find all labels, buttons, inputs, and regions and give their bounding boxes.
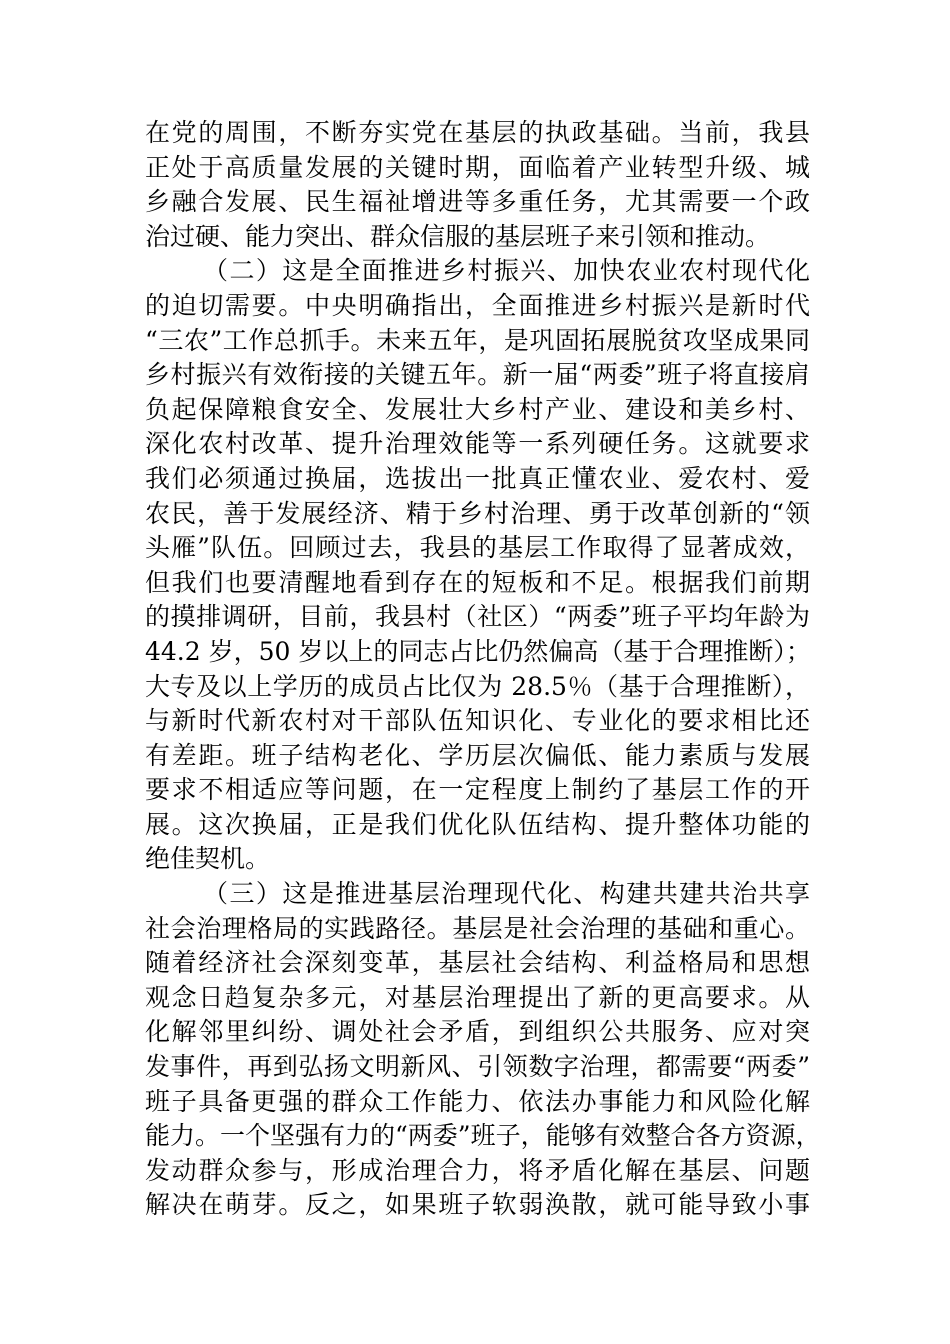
text-line: 我们必须通过换届，选拔出一批真正懂农业、爱农村、爱 <box>145 463 810 493</box>
paragraph-3 <box>145 877 821 1223</box>
text-line: “三农”工作总抓手。未来五年，是巩固拓展脱贫攻坚成果同 <box>145 325 810 355</box>
paragraph-2 <box>145 254 810 877</box>
text-line: 44.2 岁，50 岁以上的同志占比仍然偏高（基于合理推断）； <box>145 636 811 666</box>
paragraph-1 <box>145 116 810 254</box>
body-text <box>145 116 821 1223</box>
text-line: （二）这是全面推进乡村振兴、加快农业农村现代化 <box>203 256 810 286</box>
text-line: 大专及以上学历的成员占比仅为 28.5％（基于合理推断）， <box>145 671 810 701</box>
text-line: 农民，善于发展经济、精于乡村治理、勇于改革创新的“领 <box>145 498 810 528</box>
text-line: 社会治理格局的实践路径。基层是社会治理的基础和重心。 <box>145 913 810 943</box>
text-line: 解决在萌芽。反之，如果班子软弱涣散，就可能导致小事 <box>145 1190 810 1220</box>
text-line: 乡村振兴有效衔接的关键五年。新一届“两委”班子将直接肩 <box>145 360 810 390</box>
text-line: 有差距。班子结构老化、学历层次偏低、能力素质与发展 <box>145 740 810 770</box>
text-line: 但我们也要清醒地看到存在的短板和不足。根据我们前期 <box>145 567 810 597</box>
text-line: 深化农村改革、提升治理效能等一系列硬任务。这就要求 <box>145 429 810 459</box>
text-line: 化解邻里纠纷、调处社会矛盾，到组织公共服务、应对突 <box>145 1017 810 1047</box>
text-line: 要求不相适应等问题，在一定程度上制约了基层工作的开 <box>145 775 810 805</box>
text-line: 的迫切需要。中央明确指出，全面推进乡村振兴是新时代 <box>145 290 810 320</box>
text-line: 负起保障粮食安全、发展壮大乡村产业、建设和美乡村、 <box>145 394 810 424</box>
text-line: 正处于高质量发展的关键时期，面临着产业转型升级、城 <box>145 152 810 182</box>
text-line: 展。这次换届，正是我们优化队伍结构、提升整体功能的 <box>145 809 810 839</box>
text-line: 能力。一个坚强有力的“两委”班子，能够有效整合各方资源， <box>145 1121 821 1151</box>
text-line: （三）这是推进基层治理现代化、构建共建共治共享 <box>203 879 810 909</box>
text-line: 头雁”队伍。回顾过去，我县的基层工作取得了显著成效， <box>145 533 810 563</box>
text-line: 乡融合发展、民生福祉增进等多重任务，尤其需要一个政 <box>145 187 810 217</box>
text-line: 班子具备更强的群众工作能力、依法办事能力和风险化解 <box>145 1086 810 1116</box>
text-line: 观念日趋复杂多元，对基层治理提出了新的更高要求。从 <box>145 982 810 1012</box>
text-line: 在党的周围，不断夯实党在基层的执政基础。当前，我县 <box>145 118 810 147</box>
text-line: 治过硬、能力突出、群众信服的基层班子来引领和推动。 <box>145 221 771 251</box>
text-line: 绝佳契机。 <box>145 844 271 874</box>
text-line: 与新时代新农村对干部队伍知识化、专业化的要求相比还 <box>145 706 810 736</box>
text-line: 的摸排调研，目前，我县村（社区）“两委”班子平均年龄为 <box>145 602 810 632</box>
text-line: 随着经济社会深刻变革，基层社会结构、利益格局和思想 <box>145 948 810 978</box>
text-line: 发动群众参与，形成治理合力，将矛盾化解在基层、问题 <box>145 1155 810 1185</box>
text-line: 发事件，再到弘扬文明新风、引领数字治理，都需要“两委” <box>145 1052 810 1082</box>
